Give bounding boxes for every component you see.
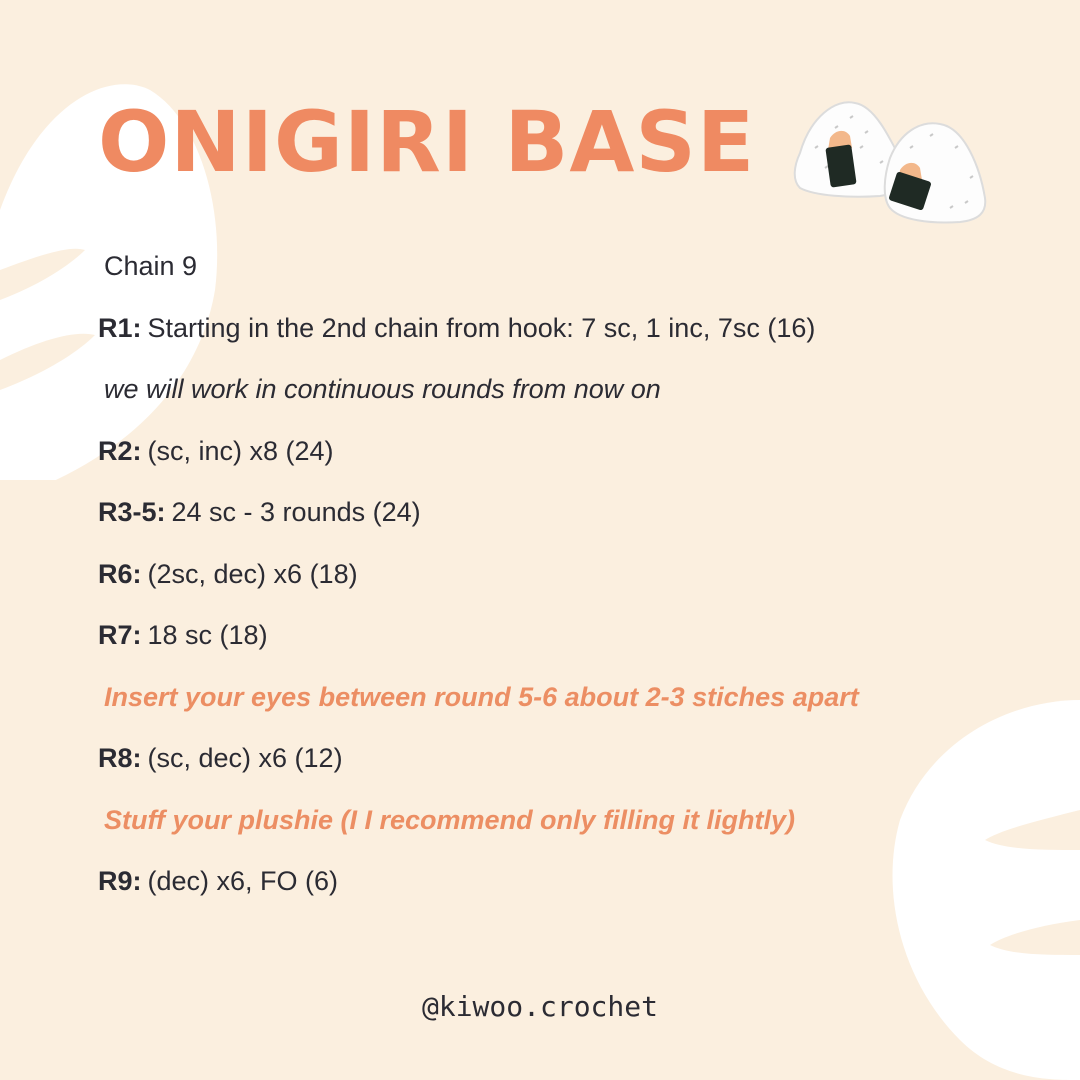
- instruction-note: [98, 790, 998, 852]
- round-label: R2:: [98, 435, 142, 466]
- instruction-line: [98, 359, 998, 421]
- instruction-text: 18 sc (18): [147, 620, 268, 651]
- onigiri-pair-icon: [780, 88, 990, 238]
- instruction-line: [98, 482, 998, 544]
- instruction-line: [98, 605, 998, 667]
- instruction-line: [98, 236, 998, 298]
- instruction-line: [98, 851, 998, 913]
- instruction-text: we will work in continuous rounds from now on: [104, 374, 661, 405]
- instruction-text: (sc, dec) x6 (12): [147, 743, 343, 774]
- pattern-instructions: [98, 236, 998, 913]
- page-title: ONIGIRI BASE: [98, 93, 756, 191]
- instruction-text: Stuff your plushie (I I recommend only filling it lightly): [104, 804, 796, 835]
- social-handle: @kiwoo.crochet: [421, 990, 658, 1023]
- instruction-line: [98, 544, 998, 606]
- instruction-line: [98, 728, 998, 790]
- round-label: R1:: [98, 312, 142, 343]
- round-label: R8:: [98, 743, 142, 774]
- instruction-text: Chain 9: [104, 251, 198, 282]
- round-label: R6:: [98, 558, 142, 589]
- instruction-text: Starting in the 2nd chain from hook: 7 sc, 1 inc, 7sc (16): [147, 312, 816, 343]
- instruction-text: Insert your eyes between round 5-6 about 2-3 stiches apart: [104, 681, 859, 712]
- round-label: R7:: [98, 620, 142, 651]
- instruction-text: (2sc, dec) x6 (18): [147, 558, 358, 589]
- round-label: R3-5:: [98, 497, 166, 528]
- instruction-text: (sc, inc) x8 (24): [147, 435, 334, 466]
- instruction-line: [98, 421, 998, 483]
- instruction-line: [98, 298, 998, 360]
- instruction-note: [98, 667, 998, 729]
- instruction-text: 24 sc - 3 rounds (24): [171, 497, 421, 528]
- round-label: R9:: [98, 866, 142, 897]
- instruction-text: (dec) x6, FO (6): [147, 866, 339, 897]
